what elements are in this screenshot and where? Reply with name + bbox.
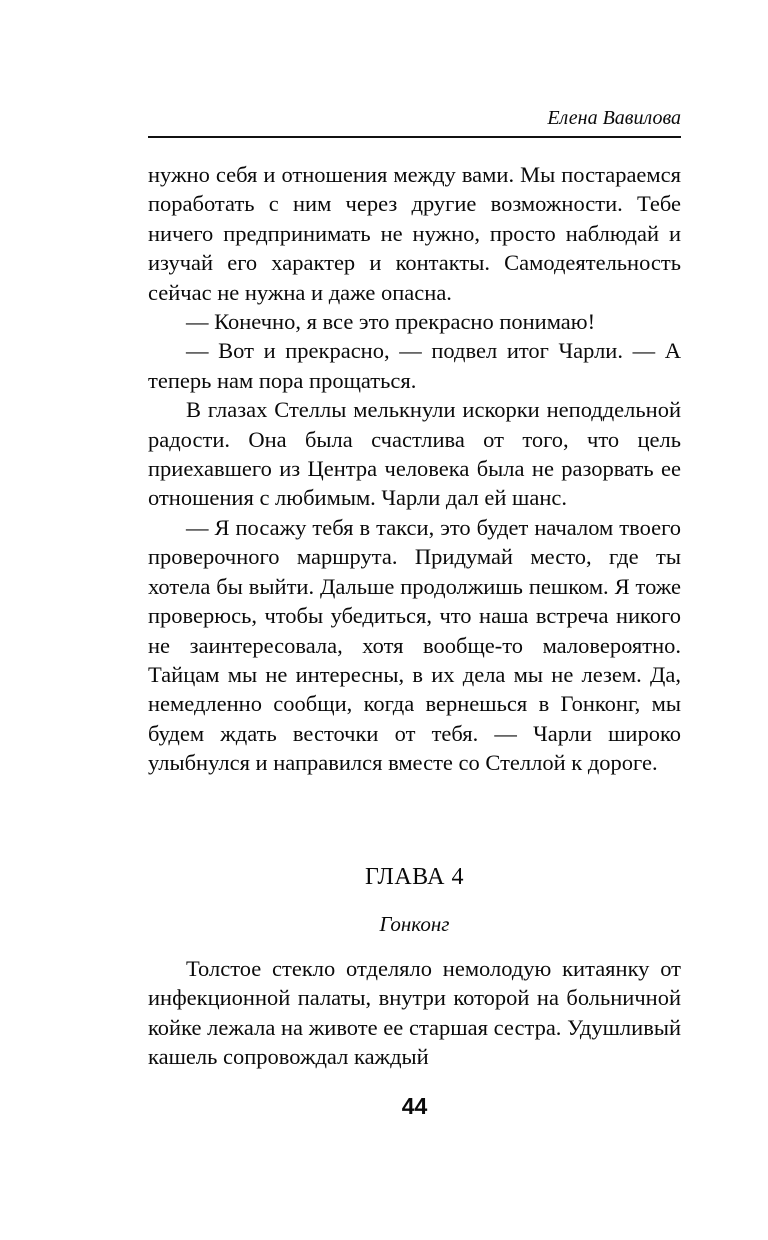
chapter-text (148, 954, 681, 1072)
chapter-title: ГЛАВА 4 (364, 864, 464, 890)
paragraph-chapter-start: Толстое стекло отделяло немолодую китаянку от инфекционной палаты, внутри которой на больничной койке лежала на животе ее старшая сестра. Удушливый кашель сопровождал каждый (148, 956, 681, 1070)
chapter-subtitle: Гонконг (379, 912, 450, 936)
paragraph-dialogue-taxi: — Я посажу тебя в такси, это будет началом твоего проверочного маршрута. Придумай место, где ты хотела бы выйти. Дальше продолжишь пешком. Я тоже проверюсь, чтобы убедиться, что наша встреча никого не заинтересовала, хотя вообще-то маловероятно. Тайцам мы не интересны, в их дела мы не лезем. Да, немедленно сообщи, когда вернешься в Гонконг, мы будем ждать весточки от тебя. — Чарли широко улыбнулся и направился вместе со Стеллой к дороге. (148, 514, 681, 776)
body-text (148, 160, 681, 778)
paragraph-continuation: нужно себя и отношения между вами. Мы постараемся поработать с ним через другие возможности. Тебе ничего предпринимать не нужно, просто наблюдай и изучай его характер и контакты. Самодеятельность сейчас не нужна и даже опасна. (148, 162, 681, 305)
page-number: 44 (401, 1093, 428, 1119)
paragraph-dialogue-charlie: — Вот и прекрасно, — подвел итог Чарли. — А теперь нам пора прощаться. (148, 338, 681, 393)
paragraph-dialogue-stella: — Конечно, я все это прекрасно понимаю! (186, 309, 596, 335)
header-rule (148, 136, 681, 138)
running-head-author: Елена Вавилова (547, 107, 681, 129)
paragraph-narration: В глазах Стеллы мелькнули искорки неподдельной радости. Она была счастлива от того, что цель приехавшего из Центра человека была не разорвать ее отношения с любимым. Чарли дал ей шанс. (148, 397, 681, 511)
